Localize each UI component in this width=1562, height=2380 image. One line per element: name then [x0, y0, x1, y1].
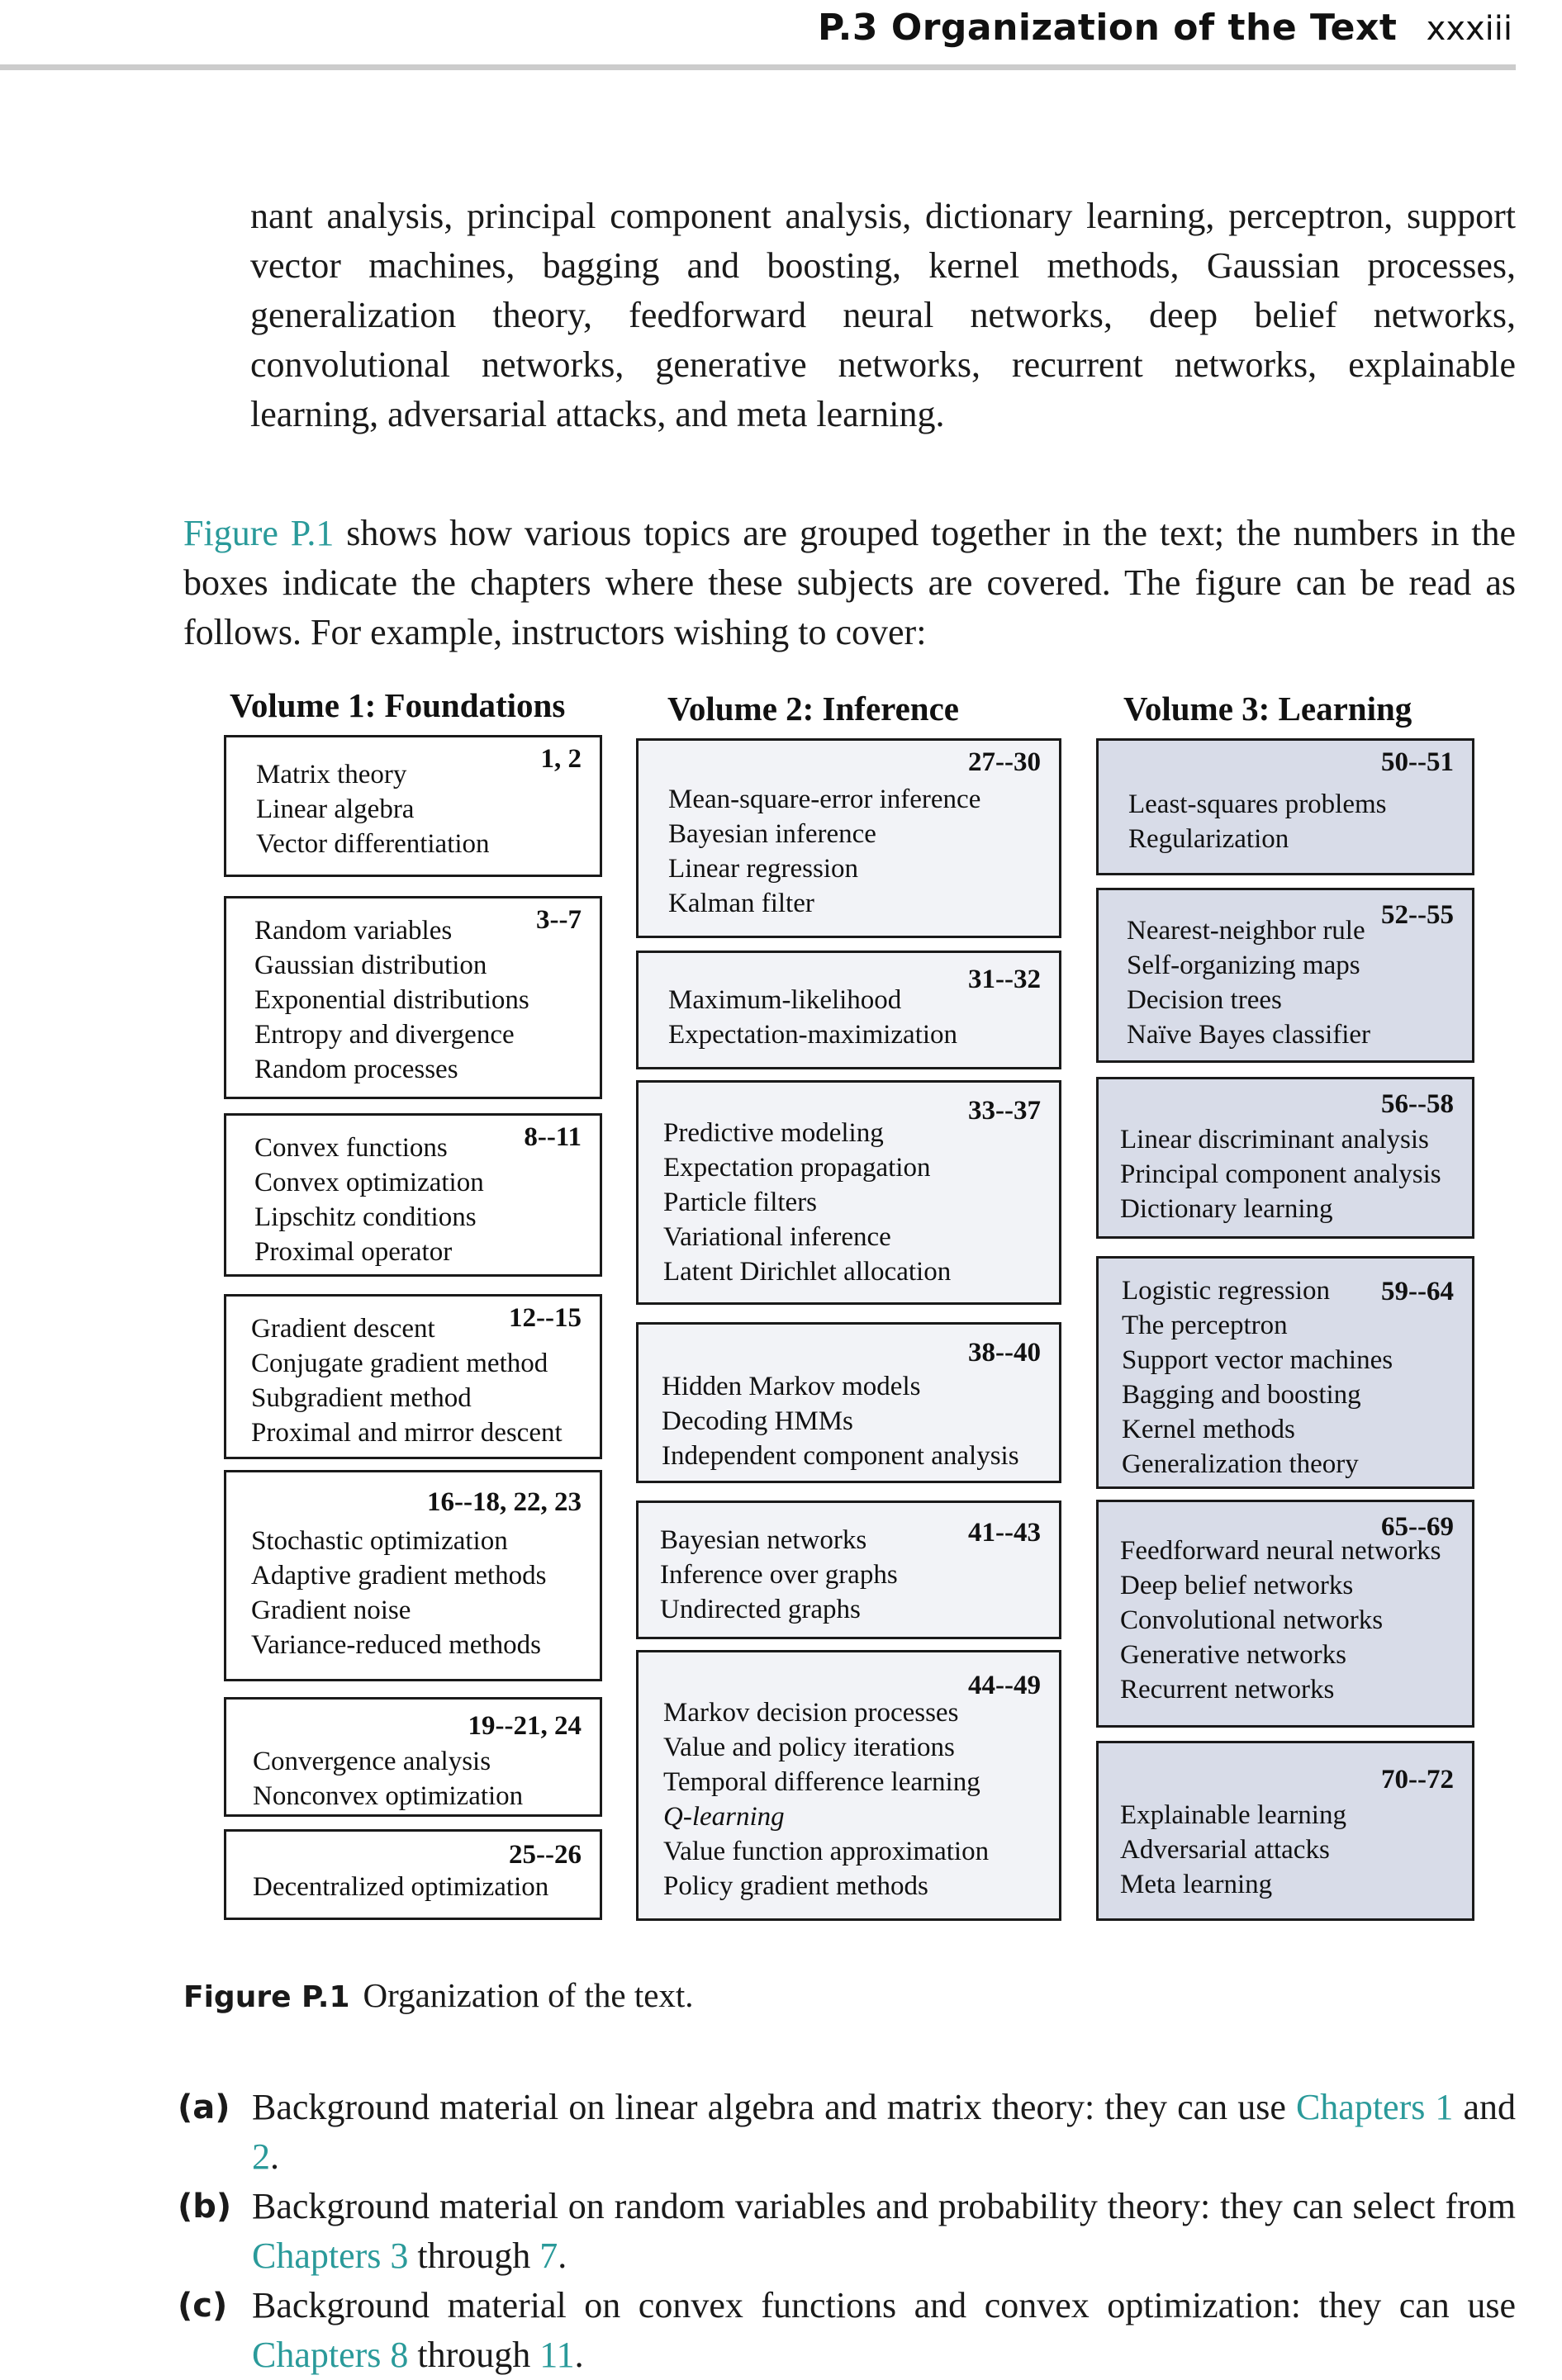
- topic-box: [636, 1080, 1061, 1305]
- topic-item: Variance-reduced methods: [251, 1630, 541, 1660]
- volume-title: Volume 1: Foundations: [230, 686, 566, 724]
- topic-list: [1120, 1122, 1441, 1226]
- topic-item: Hidden Markov models: [662, 1372, 921, 1401]
- chapter-numbers: 16--18, 22, 23: [427, 1487, 582, 1517]
- chapter-link[interactable]: 2: [252, 2136, 270, 2177]
- topic-item: Exponential distributions: [254, 985, 529, 1015]
- topic-box: [1096, 1256, 1474, 1489]
- topic-box: [224, 896, 602, 1099]
- topic-item: Deep belief networks: [1120, 1571, 1354, 1600]
- intro-paragraph: nant analysis, principal component analysis, dictionary learning, perceptron, support vector machines, bagging and boosting, kernel methods, Gaussian processes, generalization theory, feedforward neural networks, deep belief networks, convolutional networks, generative networks, recurrent networks, explainable learning, adversarial attacks, and meta learning.: [250, 196, 1516, 434]
- topic-list: [254, 1131, 484, 1269]
- chapter-numbers: 25--26: [509, 1840, 582, 1870]
- topic-item: Linear algebra: [256, 794, 415, 824]
- topic-item: Temporal difference learning: [663, 1767, 980, 1797]
- topic-item: Policy gradient methods: [663, 1871, 928, 1901]
- chapter-numbers: 12--15: [509, 1303, 582, 1333]
- item-text: .: [270, 2136, 279, 2177]
- topic-item: Inference over graphs: [660, 1560, 898, 1590]
- item-text: through: [408, 2335, 540, 2375]
- topic-item: Proximal and mirror descent: [251, 1418, 563, 1448]
- topic-item: Gradient noise: [251, 1595, 411, 1625]
- topic-item: Adaptive gradient methods: [251, 1561, 547, 1591]
- topic-item: Convergence analysis: [253, 1747, 491, 1776]
- chapter-link[interactable]: Chapters 3: [252, 2235, 409, 2276]
- chapter-numbers: 38--40: [968, 1338, 1041, 1368]
- topic-box: [224, 1113, 602, 1277]
- list-item: [178, 2281, 1516, 2380]
- list-item: [178, 2182, 1516, 2281]
- chapter-numbers: 50--51: [1381, 747, 1454, 777]
- topic-item: Generalization theory: [1122, 1449, 1359, 1479]
- volume-title: Volume 3: Learning: [1123, 690, 1412, 728]
- topic-item: Stochastic optimization: [251, 1526, 508, 1556]
- topic-item: Convex functions: [254, 1133, 448, 1163]
- topic-item: Nonconvex optimization: [253, 1781, 524, 1811]
- topic-item: Predictive modeling: [663, 1118, 884, 1148]
- topic-item: Particle filters: [663, 1188, 818, 1217]
- topic-box: [1096, 888, 1474, 1063]
- topic-item: Decentralized optimization: [253, 1872, 549, 1902]
- topic-box: [224, 735, 602, 877]
- topic-box: [636, 738, 1061, 938]
- topic-list: [1128, 787, 1387, 856]
- page-number: xxxiii: [1426, 10, 1512, 48]
- topic-item: Lipschitz conditions: [254, 1202, 477, 1232]
- topic-item: Generative networks: [1120, 1640, 1346, 1670]
- item-text: .: [558, 2235, 567, 2276]
- topic-box: [224, 1470, 602, 1681]
- topic-box: [636, 951, 1061, 1069]
- topic-list: [662, 1369, 1019, 1473]
- topic-list: [251, 1524, 546, 1662]
- topic-item: Kalman filter: [668, 889, 814, 918]
- chapter-numbers: 19--21, 24: [468, 1711, 582, 1741]
- figure-caption: [183, 1975, 694, 2015]
- topic-list: [660, 1523, 898, 1627]
- caption-label: Figure P.1: [183, 1980, 350, 2014]
- chapter-numbers: 31--32: [968, 965, 1041, 994]
- chapter-numbers: 8--11: [524, 1122, 582, 1152]
- topic-list: [668, 782, 980, 921]
- topic-item: Random processes: [254, 1055, 458, 1084]
- topic-item: Decoding HMMs: [662, 1406, 853, 1436]
- topic-item: Decision trees: [1127, 985, 1282, 1015]
- volume-title: Volume 2: Inference: [667, 690, 960, 728]
- topic-list: [668, 983, 957, 1052]
- topic-item: Recurrent networks: [1120, 1675, 1335, 1704]
- chapter-numbers: 41--43: [968, 1518, 1041, 1548]
- topic-item: Logistic regression: [1122, 1276, 1331, 1306]
- item-label: (c): [178, 2287, 228, 2325]
- topic-list: [256, 757, 490, 861]
- item-label: (a): [178, 2088, 230, 2126]
- topic-item: Undirected graphs: [660, 1595, 861, 1624]
- chapter-numbers: 33--37: [968, 1096, 1041, 1126]
- topic-item: Regularization: [1128, 824, 1289, 854]
- topic-item: Meta learning: [1120, 1870, 1273, 1899]
- topic-list: [253, 1744, 523, 1813]
- figure-link[interactable]: Figure P.1: [183, 513, 335, 553]
- topic-list: [254, 913, 529, 1087]
- topic-box: [224, 1294, 602, 1459]
- chapter-numbers: 65--69: [1381, 1512, 1454, 1542]
- chapter-numbers: 27--30: [968, 747, 1041, 777]
- topic-item: Independent component analysis: [662, 1441, 1019, 1471]
- topic-list: [1127, 913, 1370, 1052]
- topic-item: Expectation-maximization: [668, 1020, 958, 1050]
- topic-list: [663, 1116, 951, 1289]
- topic-item: Random variables: [254, 916, 453, 946]
- item-text: Background material on random variables and probability theory: they can select from: [252, 2186, 1516, 2226]
- topic-item: Self-organizing maps: [1127, 951, 1360, 980]
- topic-item: Convolutional networks: [1120, 1605, 1384, 1635]
- topic-list: [663, 1695, 989, 1904]
- topic-item: Linear discriminant analysis: [1120, 1125, 1429, 1154]
- topic-item: Maximum-likelihood: [668, 985, 902, 1015]
- item-text: through: [408, 2235, 540, 2276]
- topic-item: Value and policy iterations: [663, 1733, 955, 1762]
- topic-box: [1096, 1741, 1474, 1921]
- topic-list: [1122, 1273, 1393, 1482]
- list-item: [178, 2083, 1516, 2182]
- section-title: P.3 Organization of the Text: [818, 7, 1398, 49]
- topic-item: Vector differentiation: [256, 829, 490, 859]
- chapter-numbers: 59--64: [1381, 1277, 1454, 1306]
- topic-list: [253, 1870, 548, 1904]
- header-rule: [0, 64, 1516, 70]
- chapter-link[interactable]: Chapters 1: [1295, 2087, 1454, 2127]
- topic-item: Mean-square-error inference: [668, 785, 981, 814]
- topic-list: [1120, 1534, 1441, 1707]
- topic-box: [1096, 738, 1474, 875]
- item-text: and: [1453, 2087, 1516, 2127]
- topic-item: Bagging and boosting: [1122, 1380, 1361, 1410]
- topic-item: The perceptron: [1122, 1311, 1288, 1340]
- chapter-numbers: 1, 2: [540, 744, 582, 774]
- topic-item: Kernel methods: [1122, 1415, 1295, 1444]
- topic-item: Subgradient method: [251, 1383, 472, 1413]
- figure-reference-paragraph: [183, 509, 1516, 657]
- topic-list: [1120, 1798, 1346, 1902]
- chapter-numbers: 44--49: [968, 1671, 1041, 1700]
- topic-item: Support vector machines: [1122, 1345, 1393, 1375]
- item-text: .: [574, 2335, 584, 2375]
- topic-item: Convex optimization: [254, 1168, 484, 1197]
- topic-box: [636, 1322, 1061, 1483]
- topic-item: Principal component analysis: [1120, 1159, 1441, 1189]
- topic-item: Q-learning: [663, 1802, 785, 1832]
- enumerated-list: [178, 2083, 1516, 2380]
- topic-box: [224, 1829, 602, 1920]
- chapter-numbers: 56--58: [1381, 1089, 1454, 1119]
- topic-item: Bayesian networks: [660, 1525, 867, 1555]
- topic-item: Feedforward neural networks: [1120, 1536, 1441, 1566]
- topic-item: Markov decision processes: [663, 1698, 959, 1728]
- topic-item: Bayesian inference: [668, 819, 876, 849]
- topic-item: Entropy and divergence: [254, 1020, 515, 1050]
- chapter-link[interactable]: Chapters 8: [252, 2335, 409, 2375]
- topic-item: Gradient descent: [251, 1314, 435, 1344]
- item-text: Background material on linear algebra and matrix theory: they can use: [252, 2087, 1296, 2127]
- topic-item: Conjugate gradient method: [251, 1349, 548, 1378]
- topic-item: Nearest-neighbor rule: [1127, 916, 1365, 946]
- chapter-numbers: 52--55: [1381, 900, 1454, 930]
- topic-box: [636, 1650, 1061, 1921]
- topic-item: Adversarial attacks: [1120, 1835, 1330, 1865]
- chapter-link[interactable]: 7: [539, 2235, 558, 2276]
- item-text: Background material on convex functions and convex optimization: they can use: [252, 2285, 1516, 2325]
- paragraph-text: shows how various topics are grouped together in the text; the numbers in the boxes indicate the chapters where these subjects are covered. The figure can be read as follows. For example, instructors wishing to cover:: [183, 513, 1516, 652]
- topic-item: Naïve Bayes classifier: [1127, 1020, 1371, 1050]
- chapter-link[interactable]: 11: [539, 2335, 575, 2375]
- caption-text: Organization of the text.: [363, 1976, 694, 2014]
- topic-item: Variational inference: [663, 1222, 891, 1252]
- topic-box: [1096, 1500, 1474, 1728]
- topic-box: [1096, 1077, 1474, 1239]
- topic-item: Value function approximation: [663, 1837, 990, 1866]
- topic-item: Explainable learning: [1120, 1800, 1346, 1830]
- item-label: (b): [178, 2188, 232, 2226]
- chapter-numbers: 70--72: [1381, 1765, 1454, 1794]
- running-header: [0, 0, 1562, 74]
- topic-item: Latent Dirichlet allocation: [663, 1257, 952, 1287]
- topic-item: Dictionary learning: [1120, 1194, 1333, 1224]
- topic-list: [251, 1311, 563, 1450]
- chapter-numbers: 3--7: [536, 905, 582, 935]
- topic-item: Matrix theory: [256, 760, 407, 789]
- topic-box: [224, 1697, 602, 1817]
- topic-item: Expectation propagation: [663, 1153, 931, 1183]
- topic-item: Linear regression: [668, 854, 858, 884]
- topic-item: Gaussian distribution: [254, 951, 487, 980]
- topic-item: Least-squares problems: [1128, 789, 1387, 819]
- topic-box: [636, 1501, 1061, 1639]
- topic-item: Proximal operator: [254, 1237, 453, 1267]
